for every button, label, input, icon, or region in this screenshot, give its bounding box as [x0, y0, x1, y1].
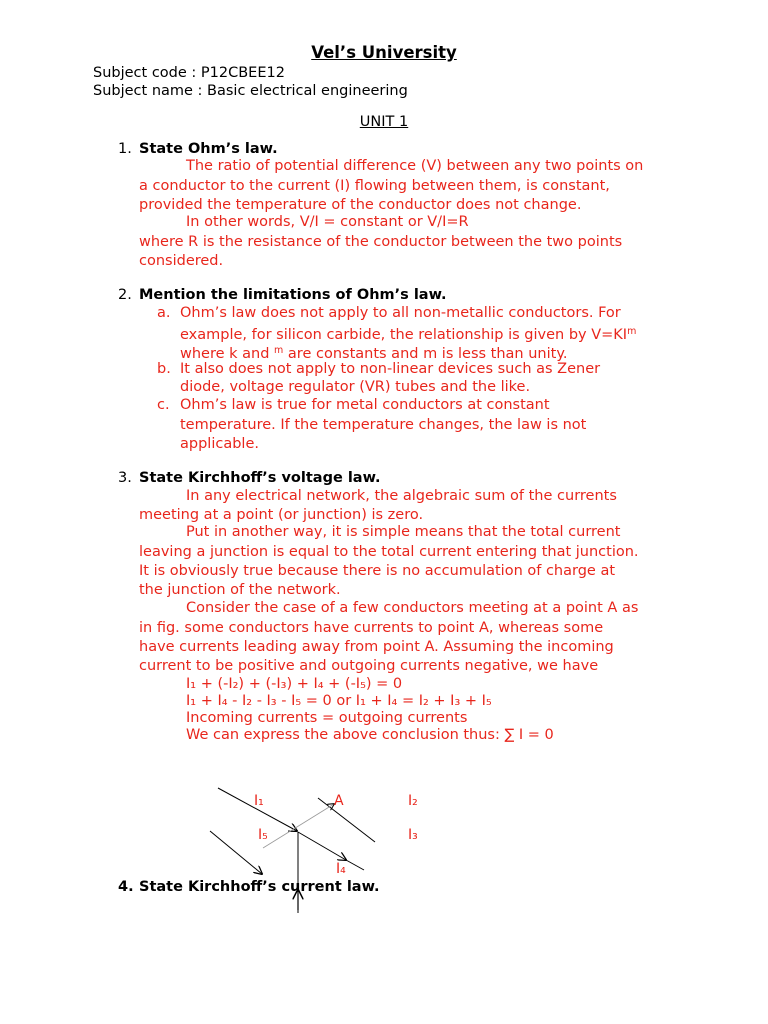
item-b-line-2: diode, voltage regulator (VR) tubes and the like.	[180, 379, 531, 395]
question-1-text: State Ohm’s law.	[139, 141, 278, 157]
question-4-number: 4.	[118, 879, 134, 895]
item-c-line-2: temperature. If the temperature changes, the law is not	[180, 417, 587, 433]
answer-1-line-1: The ratio of potential difference (V) between any two points on	[186, 158, 644, 174]
superscript-m: m	[274, 345, 284, 356]
item-b-marker: b.	[157, 361, 171, 377]
equation-2: I₁ + I₄ - I₂ - I₃ - I₅ = 0 or I₁ + I₄ = I₂ + I₃ + I₅	[186, 693, 492, 709]
subject-name: Subject name : Basic electrical engineering	[93, 83, 408, 99]
answer-1-line-6: considered.	[139, 253, 224, 269]
answer-3-line-7: Consider the case of a few conductors meeting at a point A as	[186, 600, 639, 616]
item-c-marker: c.	[157, 397, 170, 413]
conductor-i3-tail	[346, 860, 364, 870]
question-3-text: State Kirchhoff’s voltage law.	[139, 470, 381, 486]
label-i4: I₄	[336, 861, 346, 877]
answer-1-line-5: where R is the resistance of the conductor between the two points	[139, 234, 623, 250]
answer-1-line-4: In other words, V/I = constant or V/I=R	[186, 214, 469, 230]
answer-3-line-8: in fig. some conductors have currents to point A, whereas some	[139, 620, 604, 636]
junction-diagram-lines	[200, 778, 430, 918]
answer-3-line-5: It is obviously true because there is no accumulation of charge at	[139, 563, 616, 579]
equation-4: We can express the above conclusion thus: ∑ I = 0	[186, 727, 554, 743]
unit-heading: UNIT 1	[359, 114, 409, 130]
answer-1-line-3: provided the temperature of the conductor does not change.	[139, 197, 582, 213]
answer-3-line-6: the junction of the network.	[139, 582, 341, 598]
question-3-number: 3.	[118, 470, 132, 486]
item-a-line-2	[180, 323, 636, 344]
conductor-i3	[298, 832, 346, 860]
answer-3-line-9: have currents leading away from point A. Assuming the incoming	[139, 639, 614, 655]
answer-3-line-1: In any electrical network, the algebraic sum of the currents	[186, 488, 617, 504]
item-a-line-3-tail: are constants and m is less than unity.	[283, 346, 568, 362]
item-b-line-1: It also does not apply to non-linear devices such as Zener	[180, 361, 601, 377]
item-c-line-3: applicable.	[180, 436, 259, 452]
answer-1-line-2: a conductor to the current (I) flowing between them, is constant,	[139, 178, 610, 194]
question-1-number: 1.	[118, 141, 132, 157]
question-4-text: State Kirchhoff’s current law.	[139, 879, 380, 895]
subject-code: Subject code : P12CBEE12	[93, 65, 285, 81]
equation-3: Incoming currents = outgoing currents	[186, 710, 468, 726]
label-i5: I₅	[258, 827, 268, 843]
question-2-text: Mention the limitations of Ohm’s law.	[139, 287, 447, 303]
answer-3-line-4: leaving a junction is equal to the total current entering that junction.	[139, 544, 639, 560]
label-i3: I₃	[408, 827, 418, 843]
label-i1: I₁	[254, 793, 264, 809]
question-2-number: 2.	[118, 287, 132, 303]
document-title: Vel’s University	[311, 43, 457, 62]
conductor-i5	[210, 831, 262, 874]
conductor-i2	[318, 798, 375, 842]
answer-3-line-10: current to be positive and outgoing currents negative, we have	[139, 658, 599, 674]
item-c-line-1: Ohm’s law is true for metal conductors at constant	[180, 397, 550, 413]
item-a-line-2-text: example, for silicon carbide, the relationship is given by V=KI	[180, 327, 628, 343]
answer-3-line-2: meeting at a point (or junction) is zero.	[139, 507, 424, 523]
superscript-m: m	[627, 326, 637, 337]
item-a-line-1: Ohm’s law does not apply to all non-metallic conductors. For	[180, 305, 621, 321]
equation-1: I₁ + (-I₂) + (-I₃) + I₄ + (-I₅) = 0	[186, 676, 403, 692]
junction-diagram	[200, 778, 430, 918]
item-a-marker: a.	[157, 305, 171, 321]
item-a-line-3-text: where k and	[180, 346, 275, 362]
answer-3-line-3: Put in another way, it is simple means that the total current	[186, 524, 621, 540]
label-i2: I₂	[408, 793, 418, 809]
label-a: A	[334, 793, 344, 809]
